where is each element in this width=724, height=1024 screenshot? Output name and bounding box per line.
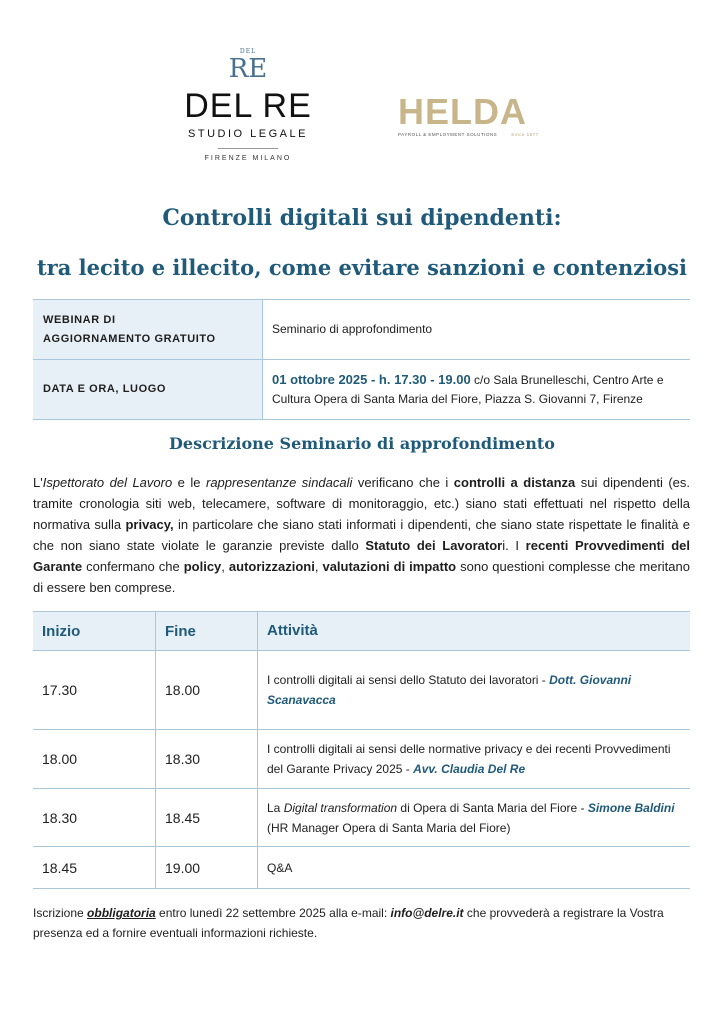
row-start: 18.00: [33, 730, 156, 789]
delre-logo: [178, 48, 318, 162]
info-value-date: [263, 360, 691, 420]
delre-cities: FIRENZE MILANO: [204, 155, 292, 162]
info-value-webinar: Seminario di approfondimento: [263, 300, 691, 360]
registration-note: Iscrizione obbligatoria entro lunedì 22 settembre 2025 alla e-mail: info@delre.it che provvederà a registrare la Vostra presenza ed a fornire eventuali informazioni richieste.: [33, 906, 664, 940]
row-activity: La Digital transformation di Opera di Santa Maria del Fiore - Simone Baldini (HR Manager Opera di Santa Maria del Fiore): [258, 789, 691, 847]
delre-divider: [218, 148, 278, 149]
row-start: 18.45: [33, 847, 156, 889]
section-title: Descrizione Seminario di approfondimento: [169, 434, 555, 453]
row-activity: I controlli digitali ai sensi delle normative privacy e dei recenti Provvedimenti del Garante Privacy 2025 - Avv. Claudia Del Re: [258, 730, 691, 789]
event-location: c/o Sala Brunelleschi, Centro Arte e Cultura Opera di Santa Maria del Fiore, Piazza S. Giovanni 7, Firenze: [272, 373, 664, 406]
table-row: [33, 847, 690, 889]
schedule-table: [33, 611, 690, 889]
row-end: 19.00: [156, 847, 258, 889]
col-header-start: Inizio: [33, 612, 156, 651]
schedule-header-row: [33, 612, 690, 651]
helda-since: Since 1977: [511, 132, 539, 137]
delre-subtitle: STUDIO LEGALE: [188, 128, 308, 140]
table-row: [33, 730, 690, 789]
helda-tagline: PAYROLL & EMPLOYMENT SOLUTIONS Since 1977: [398, 132, 539, 137]
info-label-date: DATA E ORA, LUOGO: [33, 360, 263, 420]
speaker-name: Avv. Claudia Del Re: [413, 762, 526, 776]
event-date-time: 01 ottobre 2025 - h. 17.30 - 19.00: [272, 372, 471, 387]
row-activity: I controlli digitali ai sensi dello Statuto dei lavoratori - Dott. Giovanni Scanavacca: [258, 651, 691, 730]
event-info-table: [33, 299, 690, 420]
info-label-webinar: WEBINAR DI AGGIORNAMENTO GRATUITO: [33, 300, 263, 360]
helda-wordmark: HELDA: [398, 91, 527, 132]
delre-monogram: DEL RE: [228, 48, 268, 84]
info-row-date: [33, 360, 690, 420]
table-row: [33, 789, 690, 847]
row-start: 18.30: [33, 789, 156, 847]
row-end: 18.00: [156, 651, 258, 730]
col-header-activity: Attività: [258, 612, 691, 651]
contact-email-link[interactable]: info@delre.it: [390, 906, 464, 920]
delre-name: DEL RE: [184, 87, 312, 125]
helda-logo: [398, 91, 548, 137]
mandatory-label: obbligatoria: [87, 906, 156, 920]
title-line-1: Controlli digitali sui dipendenti:: [162, 205, 562, 231]
col-header-end: Fine: [156, 612, 258, 651]
row-end: 18.30: [156, 730, 258, 789]
row-activity: Q&A: [258, 847, 691, 889]
info-row-webinar: [33, 300, 690, 360]
title-line-2: tra lecito e illecito, come evitare sanzioni e contenziosi: [36, 255, 688, 280]
row-start: 17.30: [33, 651, 156, 730]
description-paragraph: L'Ispettorato del Lavoro e le rappresentanze sindacali verificano che i controlli a distanza sui dipendenti (es. tramite cronologia siti web, telecamere, software di monitoraggio, etc.) siano stati effettuati nel rispetto della normativa sulla privacy, in particolare che siano stati informati i dipendenti, che siano state rispettate le finalità e che non siano state violate le garanzie previste dallo Statuto dei Lavoratori. I recenti Provvedimenti del Garante confermano che policy, autorizzazioni, valutazioni di impatto sono questioni complesse che meritano di essere ben comprese.: [33, 475, 691, 595]
table-row: [33, 651, 690, 730]
speaker-name: Dott. Giovanni Scanavacca: [267, 673, 632, 707]
speaker-name: Simone Baldini: [587, 800, 675, 815]
row-end: 18.45: [156, 789, 258, 847]
